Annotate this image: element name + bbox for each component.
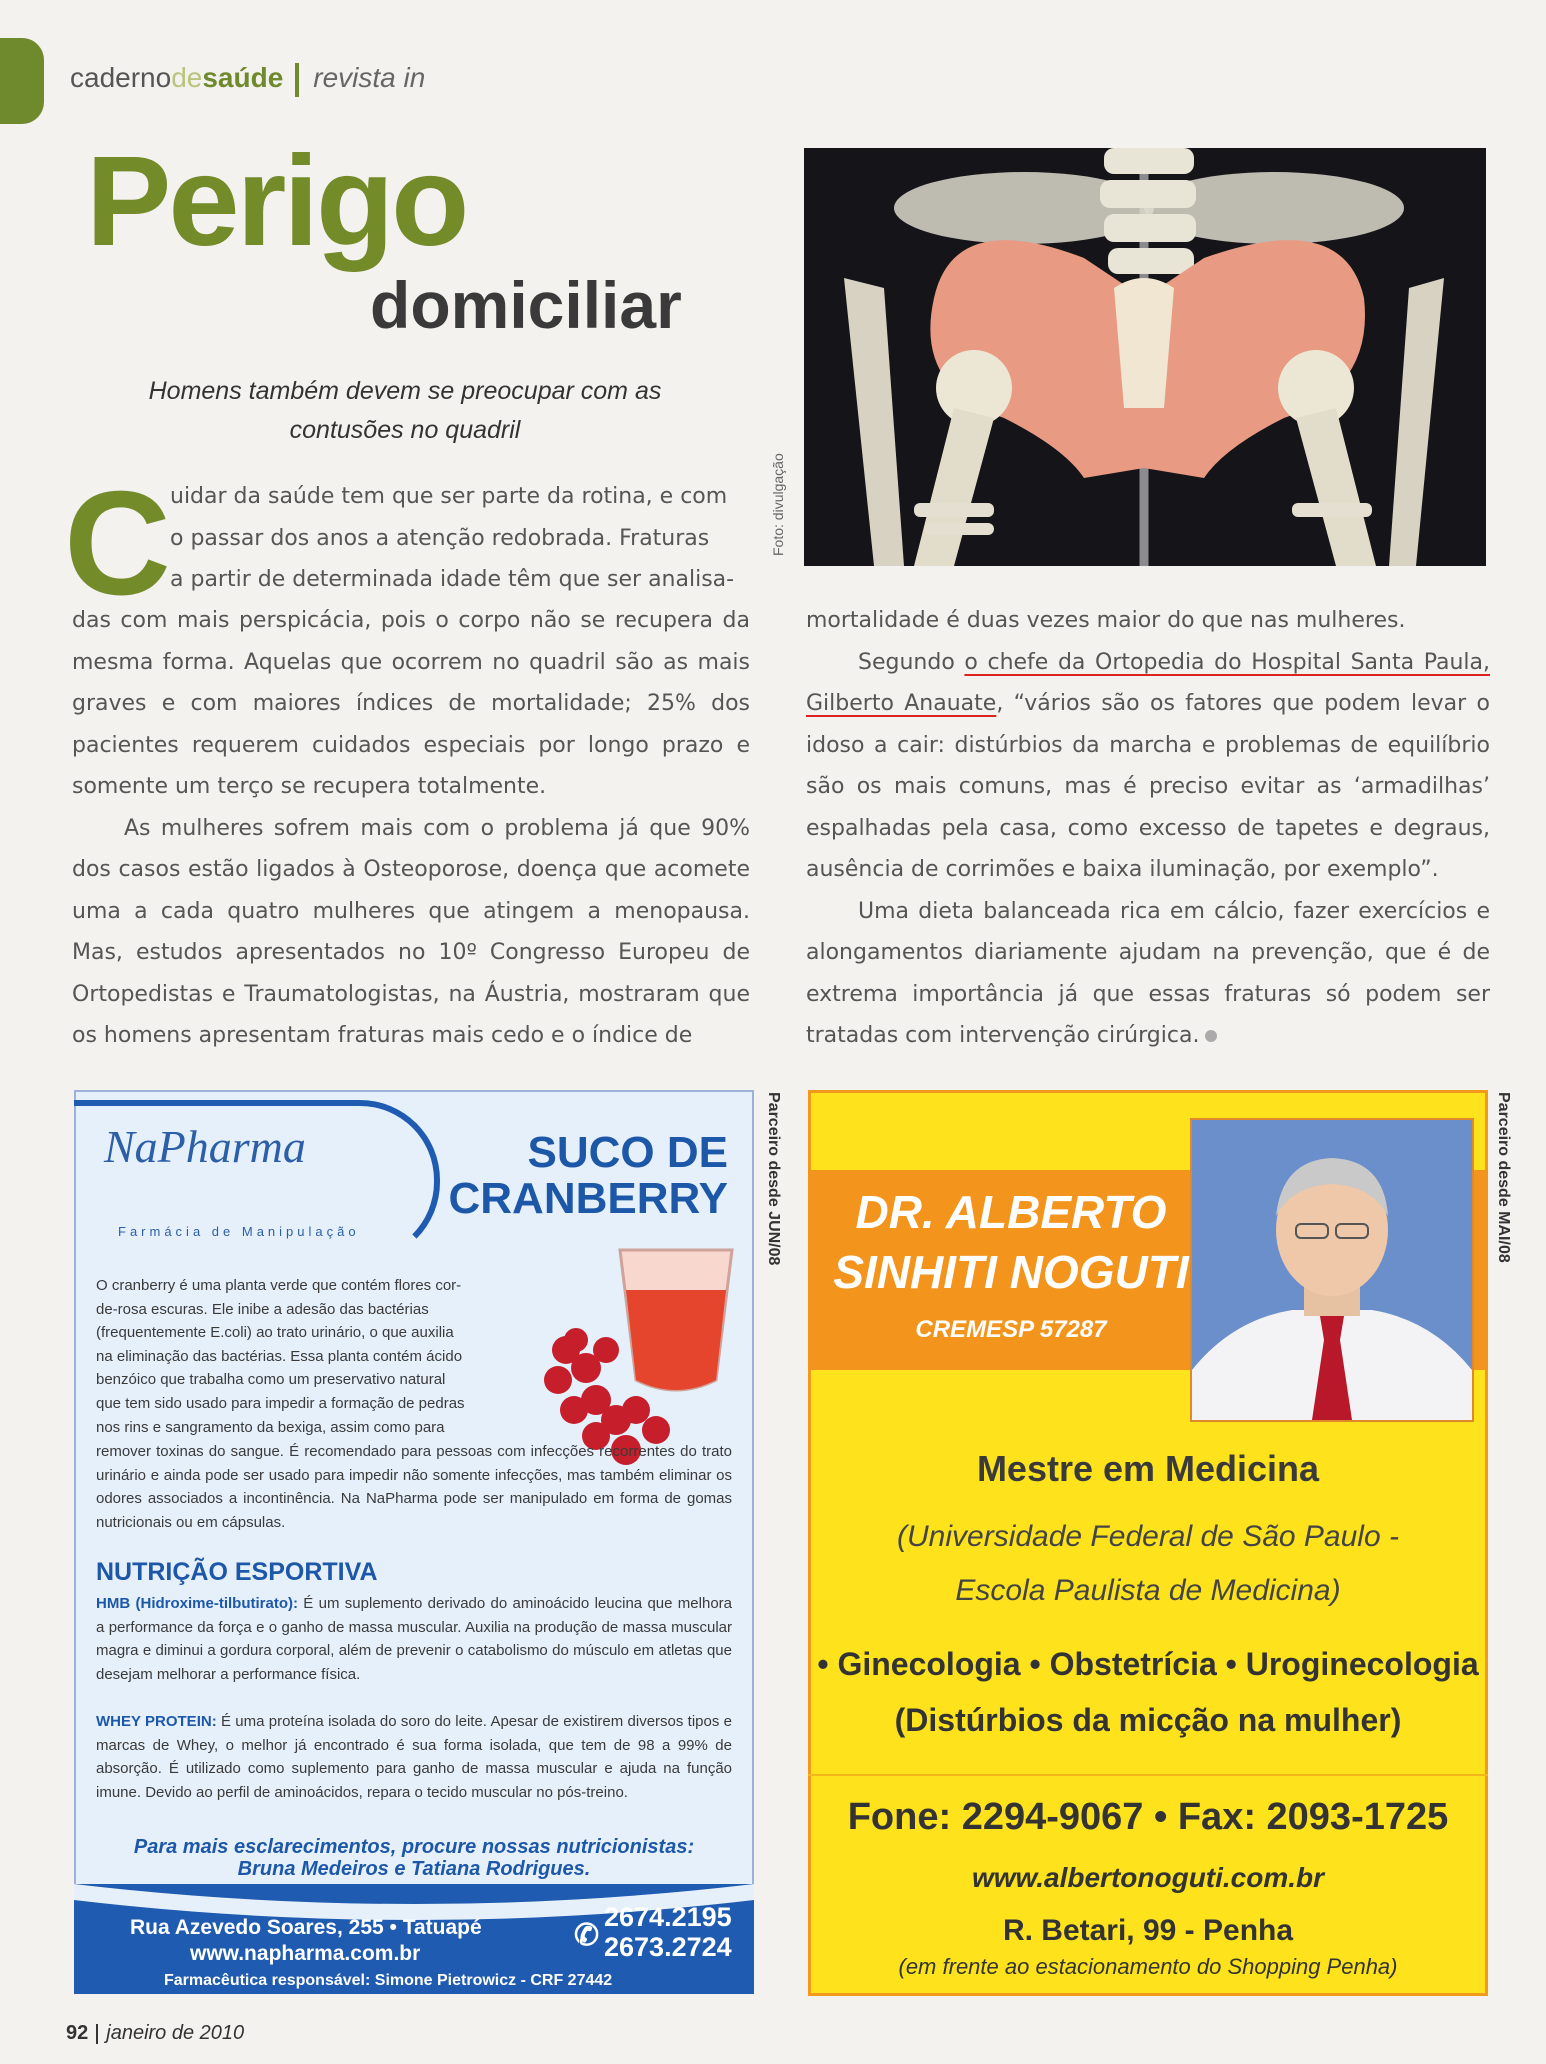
napharma-website[interactable]: www.napharma.com.br (190, 1942, 421, 1965)
photo-credit: Foto: divulgação (770, 453, 786, 556)
doctor-crm: CREMESP 57287 (915, 1316, 1107, 1343)
article-paragraph-4 (806, 891, 1490, 1057)
article-paragraph-2-cont: mortalidade é duas vezes maior do que nas mulheres. (806, 608, 1406, 633)
doctor-specialties-note: (Distúrbios da micção na mulher) (894, 1702, 1402, 1738)
lead-line-1: uidar da saúde tem que ser parte da rotina, e com (170, 484, 728, 509)
article-lead (170, 476, 750, 601)
doctor-contact: Fone: 2294-9067 • Fax: 2093-1725 (847, 1796, 1449, 1838)
doctor-website[interactable]: www.albertonoguti.com.br (971, 1862, 1325, 1893)
doctor-portrait-illustration (1192, 1120, 1472, 1420)
skeleton-illustration (804, 148, 1486, 566)
cta-line-2: Bruna Medeiros e Tatiana Rodrigues. (237, 1858, 591, 1880)
napharma-responsible: Farmacêutica responsável: Simone Pietrowicz - CRF 27442 (164, 1972, 613, 1989)
article-title-line1: Perigo (86, 130, 467, 273)
school-line-1: (Universidade Federal de São Paulo - (897, 1520, 1399, 1553)
article-paragraph-2: As mulheres sofrem mais com o problema já que 90% dos casos estão ligados à Osteoporose, doença que acomete uma a cada quatro mulheres que atingem a menopausa. Mas, estudos apresentados no 10º Congresso Europeu de Ortopedistas e Traumatologistas, na Áustria, mostraram que os homens apresentam fraturas mais cedo e o índice de (72, 815, 750, 1048)
article-paragraph-1: das com mais perspicácia, pois o corpo não se recupera da mesma forma. Aquelas que ocorrem no quadril são as mais graves e com maiores índices de mortalidade; 25% dos pacientes requerem cuidados especiais por longo prazo e somente um terço se recupera totalmente. (72, 608, 750, 799)
lead-line-2: o passar dos anos a atenção redobrada. Fraturas (170, 525, 710, 551)
partner-since-left: Parceiro desde JUN/08 (765, 1092, 782, 1266)
page-number: 92 (66, 2022, 89, 2044)
napharma-logo-subtitle: Farmácia de Manipulação (118, 1224, 360, 1239)
article-title-line2: domiciliar (370, 268, 682, 342)
cranberry-headline (448, 1130, 728, 1222)
section-header (70, 62, 425, 97)
cta-line-1: Para mais esclarecimentos, procure nossas nutricionistas: (133, 1836, 695, 1858)
nutrition-section-title: NUTRIÇÃO ESPORTIVA (96, 1558, 378, 1586)
hmb-text: É um suplemento derivado do aminoácido leucina que melhora a performance da força e o ganho de massa muscular. Auxilia na produção de massa muscular magra e diminui a gordura corporal, além de prevenir o catabolismo do músculo em atletas que desejam melhorar a performance física. (96, 1595, 732, 1683)
cranberry-line-6: que tem sido usado para impedir a formação de pedras (96, 1394, 465, 1412)
phone-icon: ✆ (574, 1919, 600, 1952)
article-paragraph-3 (806, 642, 1490, 891)
cranberry-line-2: de-rosa escuras. Ele inibe a adesão das bactérias (96, 1300, 429, 1318)
dropcap: C (64, 461, 171, 626)
article-column-left (72, 600, 750, 1057)
hmb-paragraph (96, 1592, 732, 1686)
p4-text: Uma dieta balanceada rica em cálcio, fazer exercícios e alongamentos diariamente ajudam na prevenção, que é de extrema importância já que essas fraturas só podem ser tratadas com intervenção cirúrgica. (806, 898, 1490, 1048)
cranberry-line-4: na eliminação das bactérias. Essa planta contém ácido (96, 1347, 463, 1365)
school-line-2: Escola Paulista de Medicina) (955, 1574, 1341, 1607)
doctor-portrait (1190, 1118, 1474, 1422)
skeleton-pelvis-photo (804, 148, 1486, 566)
article-subtitle: Homens também devem se preocupar com as contusões no quadril (148, 377, 662, 444)
article-column-right (806, 600, 1490, 1057)
cranberry-line-5: benzóico que trabalha como um preservativo natural (96, 1371, 446, 1389)
headline-line-1: SUCO DE (527, 1128, 728, 1177)
doctor-school (808, 1510, 1488, 1618)
napharma-address: Rua Azevedo Soares, 255 • Tatuapé (130, 1916, 482, 1939)
p3-rest: , “vários são os fatores que podem levar o idoso a cair: distúrbios da marcha e problemas de equilíbrio são os mais comuns, mas é preciso evitar as ‘armadilhas’ espalhadas pela casa, como excesso de tapetes e degraus, ausência de corrimões e baixa iluminação, por exemplo”. (806, 691, 1490, 882)
header-divider (295, 63, 299, 97)
underlined-source: o chefe da Ortopedia do Hospital Santa Paula, Gilberto Anauate (806, 649, 1490, 716)
napharma-logo: NaPharma (104, 1121, 306, 1172)
whey-label: WHEY PROTEIN: (96, 1713, 217, 1730)
doctor-specialties: • Ginecologia • Obstetrícia • Uroginecologia (817, 1646, 1479, 1682)
doctor-address: R. Betari, 99 - Penha (1002, 1914, 1294, 1947)
whey-paragraph (96, 1710, 732, 1804)
doctor-address-note: (em frente ao estacionamento do Shopping Penha) (898, 1954, 1398, 1979)
issue-date: janeiro de 2010 (106, 2022, 245, 2044)
cranberry-line-7: nos rins e sangramento da bexiga, assim como para (96, 1418, 445, 1436)
section-tab (0, 38, 44, 124)
nutritionists-cta (96, 1836, 732, 1880)
doctor-degree: Mestre em Medicina (976, 1448, 1320, 1489)
doctor-name-line-1: DR. ALBERTO (855, 1186, 1167, 1238)
doctor-ad-divider (808, 1774, 1488, 1776)
lead-line-3: a partir de determinada idade têm que ser analisa- (170, 567, 735, 592)
header-caderno: caderno (70, 62, 172, 93)
napharma-phones (604, 1902, 732, 1962)
phone-2: 2673.2724 (604, 1932, 732, 1962)
headline-line-2: CRANBERRY (448, 1174, 728, 1223)
doctor-name (826, 1182, 1196, 1302)
header-publication: revista in (313, 62, 426, 93)
phone-1: 2674.2195 (604, 1902, 732, 1932)
cranberry-line-1: O cranberry é uma planta verde que contém flores cor- (96, 1277, 462, 1294)
cranberry-text-top (96, 1274, 548, 1439)
whey-text: É uma proteína isolada do soro do leite. Apesar de existirem diversos tipos e marcas de Whey, o melhor já encontrado é sua forma isolada, que tem de 98 a 99% de absorção. É utilizado como suplemento para ganho de massa muscular e ajuda na função imune. Devido ao perfil de aminoácidos, repara o tecido muscular no pós-treino. (96, 1713, 732, 1801)
folio-divider (96, 2024, 98, 2044)
p3-start: Segundo (858, 649, 965, 675)
hmb-label: HMB (Hidroxime-tilbutirato): (96, 1595, 298, 1612)
header-de: de (171, 62, 203, 93)
page-folio (66, 2022, 244, 2045)
cranberry-text-bottom: remover toxinas do sangue. É recomendado para pessoas com infecções recorrentes do trato urinário e ainda pode ser usado para impedir não somente infecções, mas também eliminar os odores associados a incontinência. Na NaPharma pode ser manipulado em forma de gomas nutricionais ou em cápsulas. (96, 1443, 732, 1531)
end-of-article-bullet (1205, 1030, 1217, 1042)
partner-since-right: Parceiro desde MAI/08 (1495, 1092, 1512, 1263)
doctor-name-line-2: SINHITI NOGUTI (833, 1246, 1189, 1298)
cranberry-line-3: (frequentemente E.coli) ao trato urinário, o que auxilia (96, 1324, 454, 1342)
header-saude: saúde (202, 62, 284, 93)
